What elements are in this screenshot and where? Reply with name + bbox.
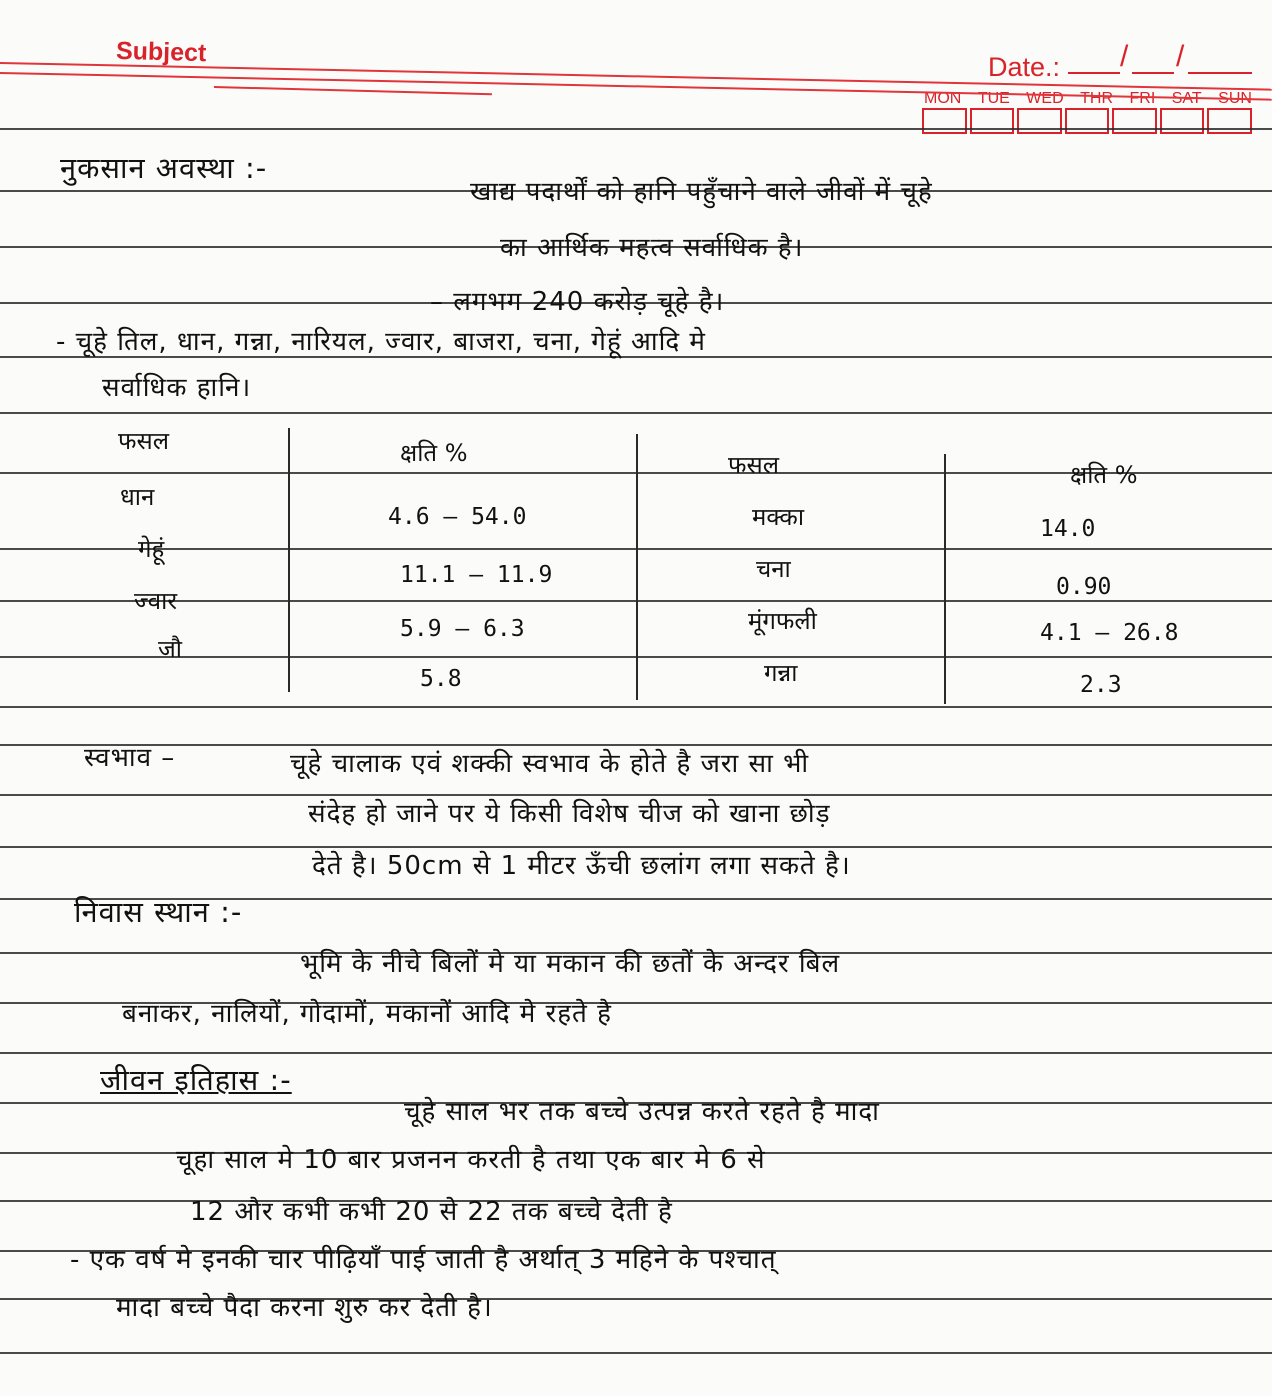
- habitat-heading: निवास स्थान :-: [74, 895, 243, 929]
- table-cell-crop: ज्वार: [134, 587, 178, 615]
- day-box: [1065, 108, 1110, 134]
- table-divider: [944, 454, 946, 704]
- subject-blank-line: [214, 86, 492, 95]
- subject-label: Subject: [115, 36, 207, 68]
- life-line-3: 12 और कभी कभी 20 से 22 तक बच्चे देती है: [190, 1197, 673, 1227]
- table-cell-crop: मक्का: [752, 503, 805, 531]
- life-line-2: चूहा साल मे 10 बार प्रजनन करती है तथा एक बार मे 6 से: [176, 1145, 766, 1175]
- damage-line-2: का आर्थिक महत्व सर्वाधिक है।: [500, 233, 804, 263]
- life-line-4: - एक वर्ष मे इनकी चार पीढ़ियाँ पाई जाती है अर्थात् 3 महिने के पश्चात्: [70, 1245, 777, 1275]
- damage-line-5: सर्वाधिक हानि।: [102, 373, 252, 403]
- table-header-loss: क्षति %: [400, 439, 468, 467]
- day-box: [1017, 108, 1062, 134]
- table-cell-crop: गेहूं: [138, 535, 165, 563]
- table-cell-crop: चना: [756, 555, 791, 583]
- table-cell-loss: 14.0: [1040, 516, 1096, 542]
- date-slash: /: [1120, 40, 1129, 73]
- ruled-line: [0, 706, 1272, 708]
- day-sun: SUN: [1218, 90, 1252, 107]
- table-cell-loss: 4.1 – 26.8: [1040, 620, 1179, 646]
- table-cell-loss: 5.8: [420, 666, 462, 692]
- date-blank-day: [1068, 72, 1120, 74]
- date-label: Date.:: [988, 52, 1061, 82]
- table-cell-crop: गन्ना: [764, 659, 798, 687]
- date-blank-year: [1188, 72, 1252, 74]
- table-divider: [636, 434, 638, 700]
- table-cell-loss: 5.9 – 6.3: [400, 616, 525, 642]
- damage-line-4: - चूहे तिल, धान, गन्ना, नारियल, ज्वार, बाजरा, चना, गेहूं आदि मे: [56, 327, 706, 357]
- nature-heading: स्वभाव –: [84, 743, 176, 773]
- damage-line-1: खाद्य पदार्थों को हानि पहुँचाने वाले जीवों में चूहे: [470, 177, 933, 207]
- ruled-line: [0, 128, 1272, 130]
- habitat-line-1: भूमि के नीचे बिलों मे या मकान की छतों के अन्दर बिल: [300, 949, 841, 979]
- habitat-line-2: बनाकर, नालियों, गोदामों, मकानों आदि मे रहते है: [122, 999, 612, 1029]
- damage-heading: नुकसान अवस्था :-: [60, 151, 268, 185]
- day-box: [1160, 108, 1205, 134]
- day-wed: WED: [1026, 90, 1064, 107]
- life-line-1: चूहे साल भर तक बच्चे उत्पन्न करते रहते है मादा: [404, 1097, 880, 1127]
- table-header-loss: क्षति %: [1070, 461, 1138, 489]
- damage-line-3: – लगभग 240 करोड़ चूहे है।: [430, 287, 725, 317]
- table-cell-loss: 11.1 – 11.9: [400, 562, 553, 588]
- weekday-boxes: [922, 108, 1252, 134]
- nature-line-1: चूहे चालाक एवं शक्की स्वभाव के होते है जरा सा भी: [290, 749, 810, 779]
- day-box: [922, 108, 967, 134]
- day-box: [970, 108, 1015, 134]
- day-fri: FRI: [1129, 90, 1156, 107]
- table-cell-crop: धान: [120, 483, 155, 511]
- day-sat: SAT: [1171, 90, 1202, 107]
- table-cell-loss: 4.6 – 54.0: [388, 504, 527, 530]
- ruled-line: [0, 412, 1272, 414]
- date-slash: /: [1176, 40, 1185, 73]
- date-blank-month: [1132, 72, 1174, 74]
- day-box: [1207, 108, 1252, 134]
- day-thr: THR: [1080, 90, 1113, 107]
- table-header-crop: फसल: [118, 427, 169, 455]
- day-box: [1112, 108, 1157, 134]
- day-mon: MON: [924, 90, 962, 107]
- ruled-line: [0, 1052, 1272, 1054]
- table-cell-loss: 2.3: [1080, 672, 1122, 698]
- ruled-line: [0, 1352, 1272, 1354]
- nature-line-2: संदेह हो जाने पर ये किसी विशेष चीज को खाना छोड़: [308, 799, 831, 829]
- table-cell-loss: 0.90: [1056, 574, 1112, 600]
- day-tue: TUE: [977, 90, 1010, 107]
- table-divider: [288, 428, 290, 692]
- life-line-5: मादा बच्चे पैदा करना शुरु कर देती है।: [116, 1293, 493, 1323]
- table-header-crop: फसल: [728, 451, 779, 479]
- life-heading: जीवन इतिहास :-: [100, 1063, 292, 1097]
- nature-line-3: देते है। 50cm से 1 मीटर ऊँची छलांग लगा सकते है।: [312, 851, 851, 881]
- table-cell-crop: मूंगफली: [748, 607, 817, 635]
- table-cell-crop: जौ: [158, 635, 183, 663]
